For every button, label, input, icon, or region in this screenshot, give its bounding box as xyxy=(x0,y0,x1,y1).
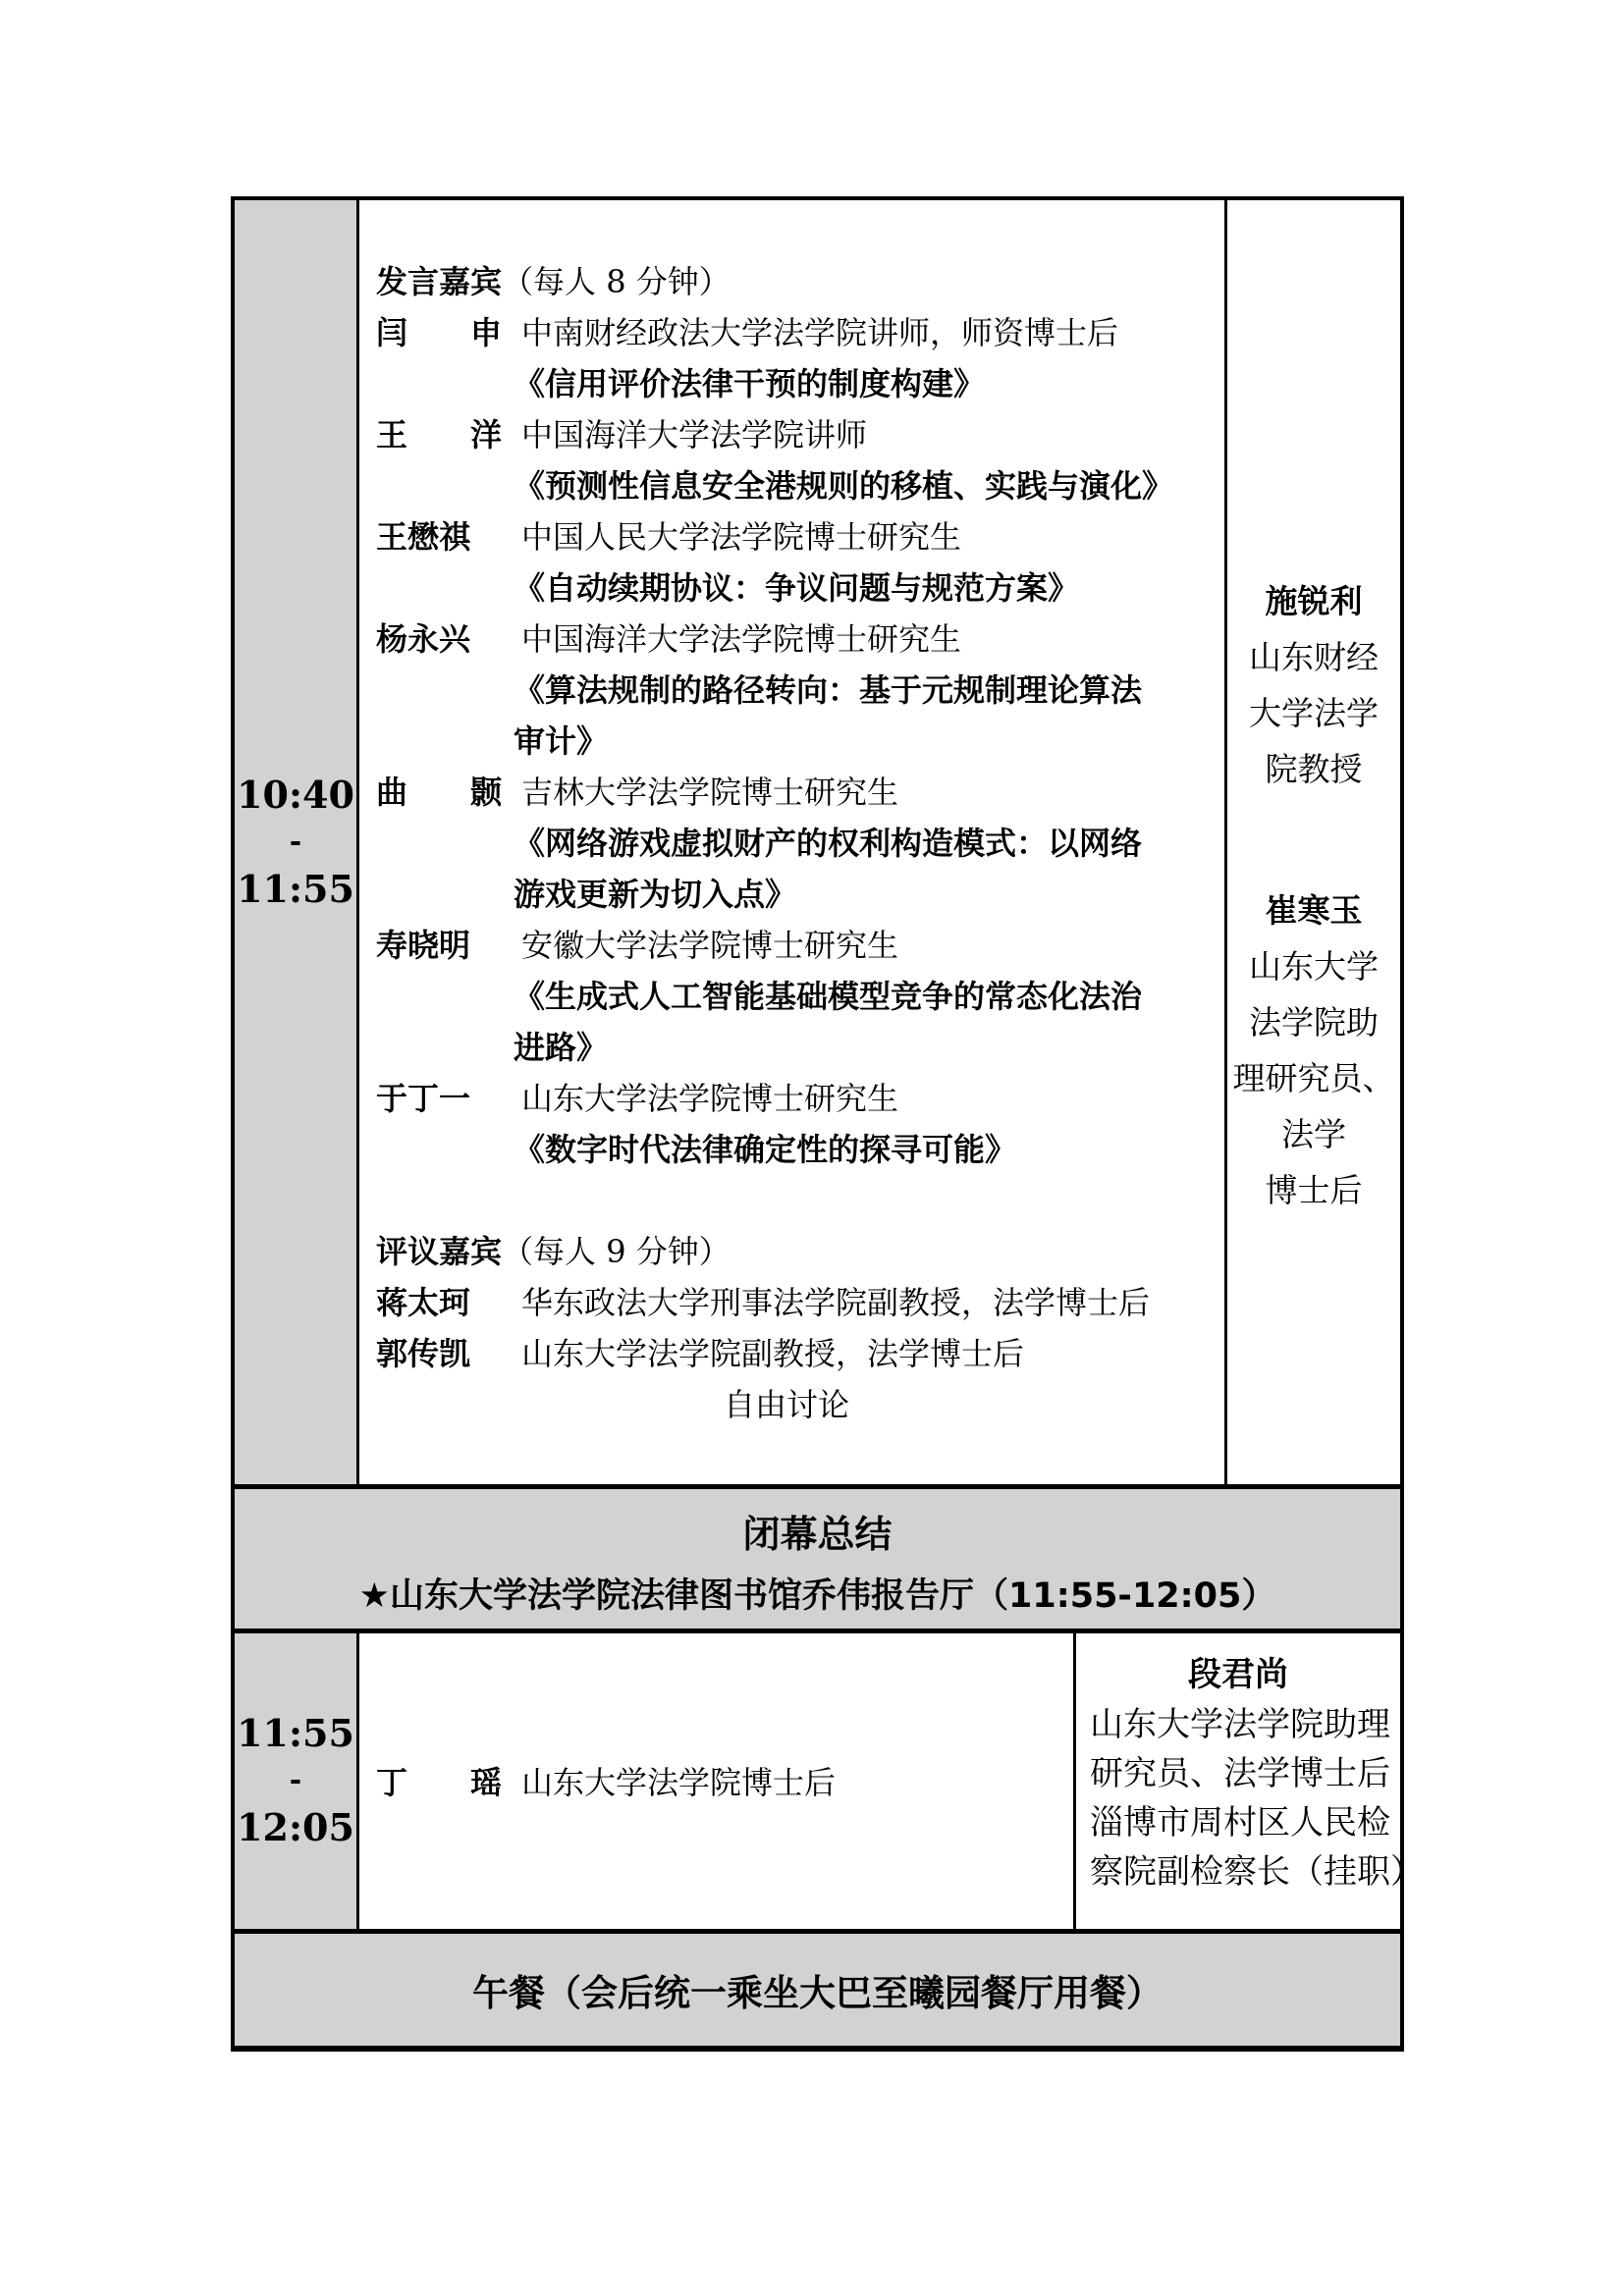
speaker-row xyxy=(376,307,1207,358)
session2-content-cell xyxy=(359,1633,1076,1928)
closing-venue-text: 山东大学法学院法律图书馆乔伟报告厅（11:55-12:05） xyxy=(390,1575,1276,1616)
closing-speaker-affiliation: 山东大学法学院博士后 xyxy=(521,1764,837,1802)
paper-title: 《信用评价法律干预的制度构建》 xyxy=(514,365,986,402)
commentator-desc-line: 察院副检察长（挂职） xyxy=(1090,1852,1424,1893)
paper-title-continued: 审计》 xyxy=(514,722,609,760)
speaker-affiliation: 中国人民大学法学院博士研究生 xyxy=(521,518,962,556)
free-discussion-label: 自由讨论 xyxy=(723,1386,849,1423)
commentator-name: 段君尚 xyxy=(1188,1655,1288,1695)
session2-time-cell xyxy=(235,1633,359,1928)
session1-time-start: 10:40 xyxy=(237,772,354,817)
speaker-name: 杨永兴 xyxy=(376,620,471,658)
moderator-name: 崔寒玉 xyxy=(1265,891,1363,930)
discussants-header xyxy=(376,1226,1207,1277)
moderator-desc-line: 法学 xyxy=(1281,1115,1346,1153)
paper-title-continued: 游戏更新为切入点》 xyxy=(514,876,797,913)
session2-time-start: 11:55 xyxy=(237,1711,354,1756)
paper-title: 《网络游戏虚拟财产的权利构造模式：以网络 xyxy=(514,825,1143,862)
moderator-desc-line: 法学院助 xyxy=(1249,1003,1379,1041)
discussant-affiliation: 华东政法大学刑事法学院副教授，法学博士后 xyxy=(521,1284,1151,1321)
lunch-banner xyxy=(235,1929,1400,2046)
speaker-affiliation: 中国海洋大学法学院讲师 xyxy=(521,416,868,454)
moderator-spacer xyxy=(1227,797,1400,882)
session2-time-end: 12:05 xyxy=(237,1805,354,1850)
speaker-affiliation: 中国海洋大学法学院博士研究生 xyxy=(521,620,962,658)
speaker-affiliation: 安徽大学法学院博士研究生 xyxy=(521,927,899,964)
discussant-affiliation: 山东大学法学院副教授，法学博士后 xyxy=(521,1335,1025,1372)
schedule-table xyxy=(231,196,1424,2052)
speaker-row xyxy=(376,409,1207,460)
session2-row xyxy=(235,1633,1424,1928)
session1-time-end: 11:55 xyxy=(237,866,354,911)
closing-speaker-name: 丁 瑶 xyxy=(376,1764,503,1802)
commentator-desc-line: 淄博市周村区人民检 xyxy=(1090,1803,1390,1843)
speaker-name: 曲 颢 xyxy=(376,774,503,811)
speaker-name: 于丁一 xyxy=(376,1080,471,1117)
speaker-name: 王 洋 xyxy=(376,416,503,454)
paper-title-continued: 进路》 xyxy=(514,1029,609,1066)
paper-title: 《数字时代法律确定性的探寻可能》 xyxy=(514,1131,1017,1168)
paper-title: 《预测性信息安全港规则的移植、实践与演化》 xyxy=(514,467,1174,505)
discussant-row xyxy=(376,1328,1207,1379)
discussant-name: 郭传凯 xyxy=(376,1335,471,1372)
moderator-desc-line: 山东大学 xyxy=(1249,947,1379,986)
session2-time-dash: - xyxy=(289,1763,302,1798)
discussant-name: 蒋太珂 xyxy=(376,1284,471,1321)
speakers-header-label: 发言嘉宾 xyxy=(376,263,503,300)
paper-title: 《算法规制的路径转向：基于元规制理论算法 xyxy=(514,671,1143,709)
paper-title: 《自动续期协议：争议问题与规范方案》 xyxy=(514,569,1080,607)
discussants-header-label: 评议嘉宾 xyxy=(376,1233,503,1270)
moderator-name: 施锐利 xyxy=(1265,582,1363,620)
speaker-row xyxy=(376,1073,1207,1124)
session1-row xyxy=(235,200,1400,1484)
speakers-header-note: （每人 8 分钟） xyxy=(502,263,731,300)
speaker-affiliation: 山东大学法学院博士研究生 xyxy=(521,1080,899,1117)
speaker-row xyxy=(376,511,1207,562)
commentator-desc-line: 研究员、法学博士后 xyxy=(1090,1754,1390,1794)
session1-moderator-cell xyxy=(1227,200,1400,1484)
speaker-row xyxy=(376,767,1207,818)
closing-banner-venue xyxy=(235,1566,1400,1627)
speaker-name: 王懋祺 xyxy=(376,518,471,556)
speakers-header xyxy=(376,256,1207,307)
speaker-affiliation: 中南财经政法大学法学院讲师，师资博士后 xyxy=(521,314,1119,351)
speaker-row xyxy=(376,920,1207,971)
closing-banner-title: 闭幕总结 xyxy=(742,1512,893,1556)
speaker-affiliation: 吉林大学法学院博士研究生 xyxy=(521,774,899,811)
session1-time-dash: - xyxy=(289,824,302,859)
star-icon: ★ xyxy=(358,1575,391,1616)
speaker-row xyxy=(376,614,1207,665)
lunch-banner-label: 午餐（会后统一乘坐大巴至曦园餐厅用餐） xyxy=(472,1971,1163,2014)
blank-line xyxy=(376,1175,1207,1226)
speaker-name: 闫 申 xyxy=(376,314,503,351)
moderator-desc-line: 院教授 xyxy=(1265,750,1363,788)
closing-banner xyxy=(235,1484,1400,1633)
moderator-desc-line: 大学法学 xyxy=(1249,694,1379,732)
session2-moderator-cell xyxy=(1076,1633,1424,1928)
moderator-desc-line: 博士后 xyxy=(1265,1171,1363,1209)
speaker-name: 寿晓明 xyxy=(376,927,471,964)
discussants-header-note: （每人 9 分钟） xyxy=(502,1233,731,1270)
session1-content-cell xyxy=(359,200,1227,1484)
commentator-desc-line: 山东大学法学院助理 xyxy=(1090,1705,1390,1745)
moderator-desc-line: 理研究员、 xyxy=(1232,1059,1395,1097)
session1-time-cell xyxy=(235,200,359,1484)
discussant-row xyxy=(376,1277,1207,1328)
moderator-desc-line: 山东财经 xyxy=(1249,638,1379,676)
paper-title: 《生成式人工智能基础模型竞争的常态化法治 xyxy=(514,978,1143,1015)
